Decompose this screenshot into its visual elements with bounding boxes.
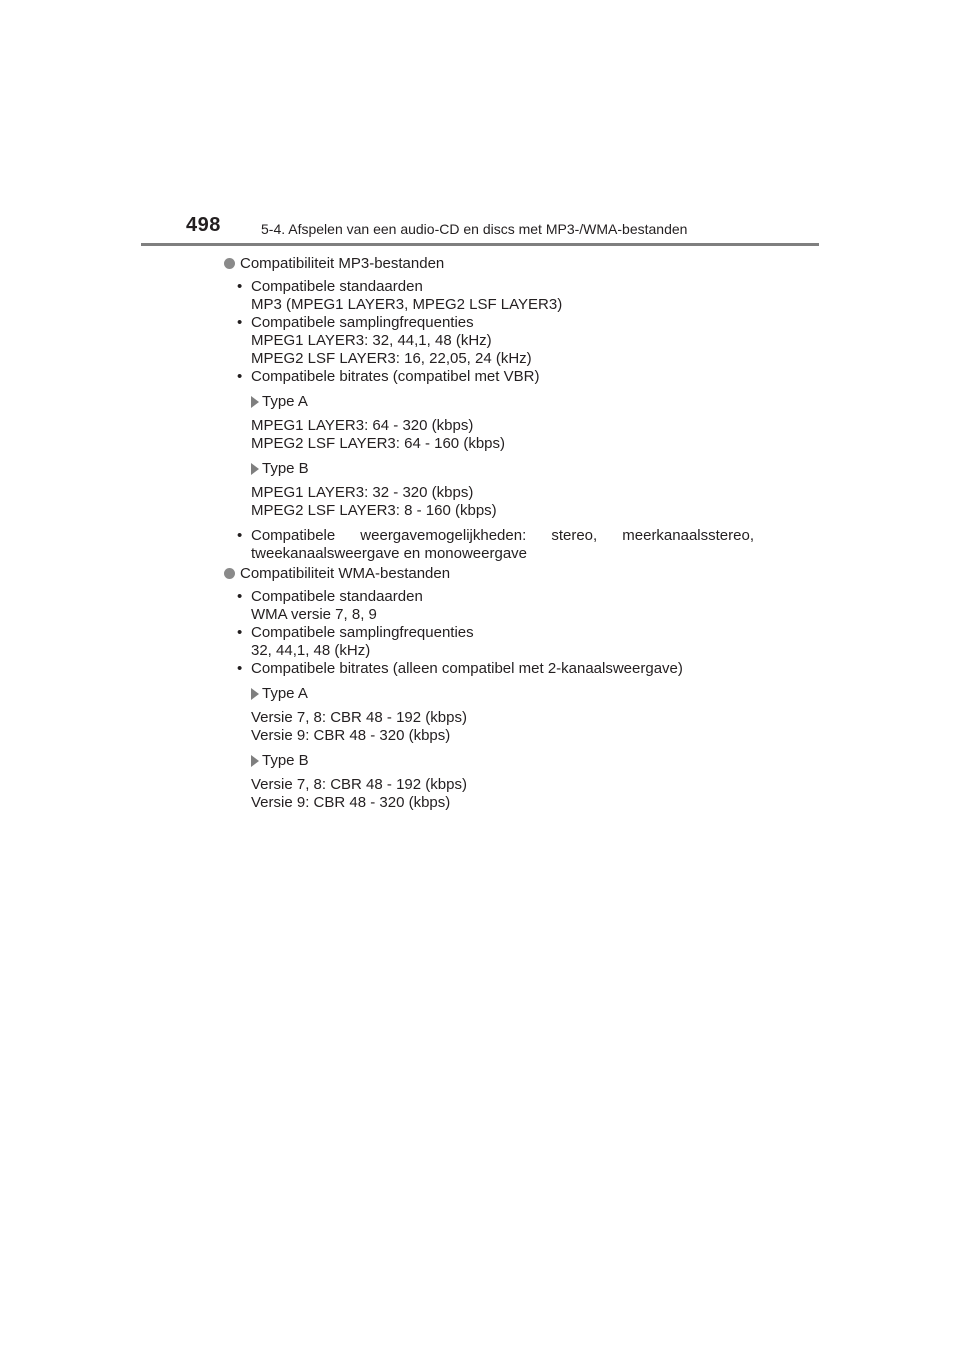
bullet-list-wma: [237, 588, 754, 812]
type-value: Versie 7, 8: CBR 48 - 192 (kbps): [251, 776, 467, 793]
type-value: MPEG2 LSF LAYER3: 64 - 160 (kbps): [251, 435, 505, 452]
bullet-item-modes: [237, 527, 754, 563]
page-content: [224, 255, 754, 812]
type-a-label: [251, 393, 754, 411]
bullet-item-bitrates: [237, 368, 754, 520]
type-b-label: [251, 752, 754, 770]
bullet-text: Compatibele weergavemogelijkheden: stereo, meerkanaalsstereo, tweekanaalsweergave en monoweergave: [251, 527, 754, 562]
bullet-list-mp3: [237, 278, 754, 563]
type-value: MPEG1 LAYER3: 32 - 320 (kbps): [251, 484, 474, 501]
bullet-value: MPEG1 LAYER3: 32, 44,1, 48 (kHz): [251, 332, 492, 349]
bullet-label: Compatibele samplingfrequenties: [251, 624, 474, 641]
type-label-text: Type A: [262, 685, 308, 702]
type-b-values: [251, 484, 754, 520]
bullet-value: MPEG2 LSF LAYER3: 16, 22,05, 24 (kHz): [251, 350, 532, 367]
arrow-right-icon: [251, 463, 259, 475]
arrow-right-icon: [251, 755, 259, 767]
bullet-label: Compatibele standaarden: [251, 278, 423, 295]
bullet-value: 32, 44,1, 48 (kHz): [251, 642, 371, 659]
header-rule: [141, 243, 819, 246]
bullet-label: Compatibele samplingfrequenties: [251, 314, 474, 331]
bullet-item-standards: [237, 278, 754, 314]
section-heading-mp3: [224, 255, 754, 273]
type-label-text: Type B: [262, 460, 309, 477]
bullet-mark: •: [237, 368, 243, 385]
arrow-right-icon: [251, 396, 259, 408]
type-a-values: [251, 417, 754, 453]
section-wma: [224, 565, 754, 812]
section-mp3: [224, 255, 754, 563]
arrow-right-icon: [251, 688, 259, 700]
type-a-values: [251, 709, 754, 745]
bullet-value: MP3 (MPEG1 LAYER3, MPEG2 LSF LAYER3): [251, 296, 563, 313]
section-heading-text: Compatibiliteit WMA-bestanden: [240, 565, 451, 582]
bullet-mark: •: [237, 624, 243, 641]
page-number: 498: [186, 214, 221, 236]
bullet-mark: •: [237, 278, 243, 295]
bullet-label: Compatibele bitrates (compatibel met VBR): [251, 368, 540, 385]
type-label-text: Type B: [262, 752, 309, 769]
bullet-label: Compatibele bitrates (alleen compatibel met 2-kanaalsweergave): [251, 660, 683, 677]
bullet-mark: •: [237, 314, 243, 331]
bullet-item-standards: [237, 588, 754, 624]
type-value: Versie 9: CBR 48 - 320 (kbps): [251, 794, 451, 811]
bullet-label: Compatibele standaarden: [251, 588, 423, 605]
type-label-text: Type A: [262, 393, 308, 410]
chapter-title: 5-4. Afspelen van een audio-CD en discs met MP3-/WMA-bestanden: [261, 221, 688, 237]
type-value: Versie 9: CBR 48 - 320 (kbps): [251, 727, 451, 744]
type-b-label: [251, 460, 754, 478]
bullet-mark: •: [237, 527, 243, 544]
bullet-item-sampling: [237, 314, 754, 368]
type-a-label: [251, 685, 754, 703]
type-value: Versie 7, 8: CBR 48 - 192 (kbps): [251, 709, 467, 726]
section-heading-wma: [224, 565, 754, 583]
bullet-item-bitrates: [237, 660, 754, 812]
type-value: MPEG2 LSF LAYER3: 8 - 160 (kbps): [251, 502, 497, 519]
bullet-value: WMA versie 7, 8, 9: [251, 606, 377, 623]
section-dot-icon: [224, 258, 235, 269]
bullet-item-sampling: [237, 624, 754, 660]
section-dot-icon: [224, 568, 235, 579]
bullet-mark: •: [237, 588, 243, 605]
type-value: MPEG1 LAYER3: 64 - 320 (kbps): [251, 417, 474, 434]
section-heading-text: Compatibiliteit MP3-bestanden: [240, 255, 445, 272]
type-b-values: [251, 776, 754, 812]
bullet-mark: •: [237, 660, 243, 677]
